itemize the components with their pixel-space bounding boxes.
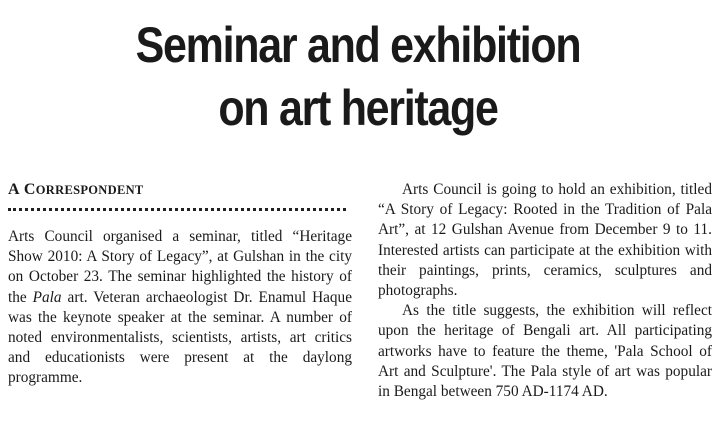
byline-initial-a: A (8, 181, 20, 198)
left-paragraph-part-2: art. Veteran archaeologist Dr. Enamul Haque was the keynote speaker at the seminar. A number of noted environmentalists, scientists, artists, art critics and educationists were present at the daylong programme. (8, 288, 352, 387)
left-column (8, 180, 352, 389)
byline (8, 180, 352, 200)
right-column (378, 180, 712, 402)
byline-initial-c: C (23, 181, 36, 198)
left-paragraph-part-1: Arts Council organised a seminar, titled “Heritage Show 2010: A Story of Legacy”, at Gulshan in the city on October 23. The seminar highlighted the history of the (8, 228, 352, 306)
italic-pala: Pala (32, 288, 62, 306)
right-paragraph-1: Arts Council is going to hold an exhibition, titled “A Story of Legacy: Rooted in the Tradition of Pala Art”, at 12 Gulshan Avenue from December 9 to 11. Interested artists can participate at the exhibition with their paintings, prints, ceramics, sculptures and photographs. (378, 181, 712, 300)
right-paragraph-2: As the title suggests, the exhibition will reflect upon the heritage of Bengali art. All participating artworks have to feature the theme, 'Pala School of Art and Sculpture'. The Pala style of art was popular in Bengal between 750 AD-1174 AD. (378, 302, 712, 401)
byline-rest: ORRESPONDENT (35, 183, 144, 197)
headline-line-2: on art heritage (218, 80, 498, 136)
left-paragraph (8, 227, 352, 389)
dotted-divider (8, 208, 346, 211)
headline-line-1: Seminar and exhibition (135, 17, 581, 73)
headline (50, 14, 666, 140)
